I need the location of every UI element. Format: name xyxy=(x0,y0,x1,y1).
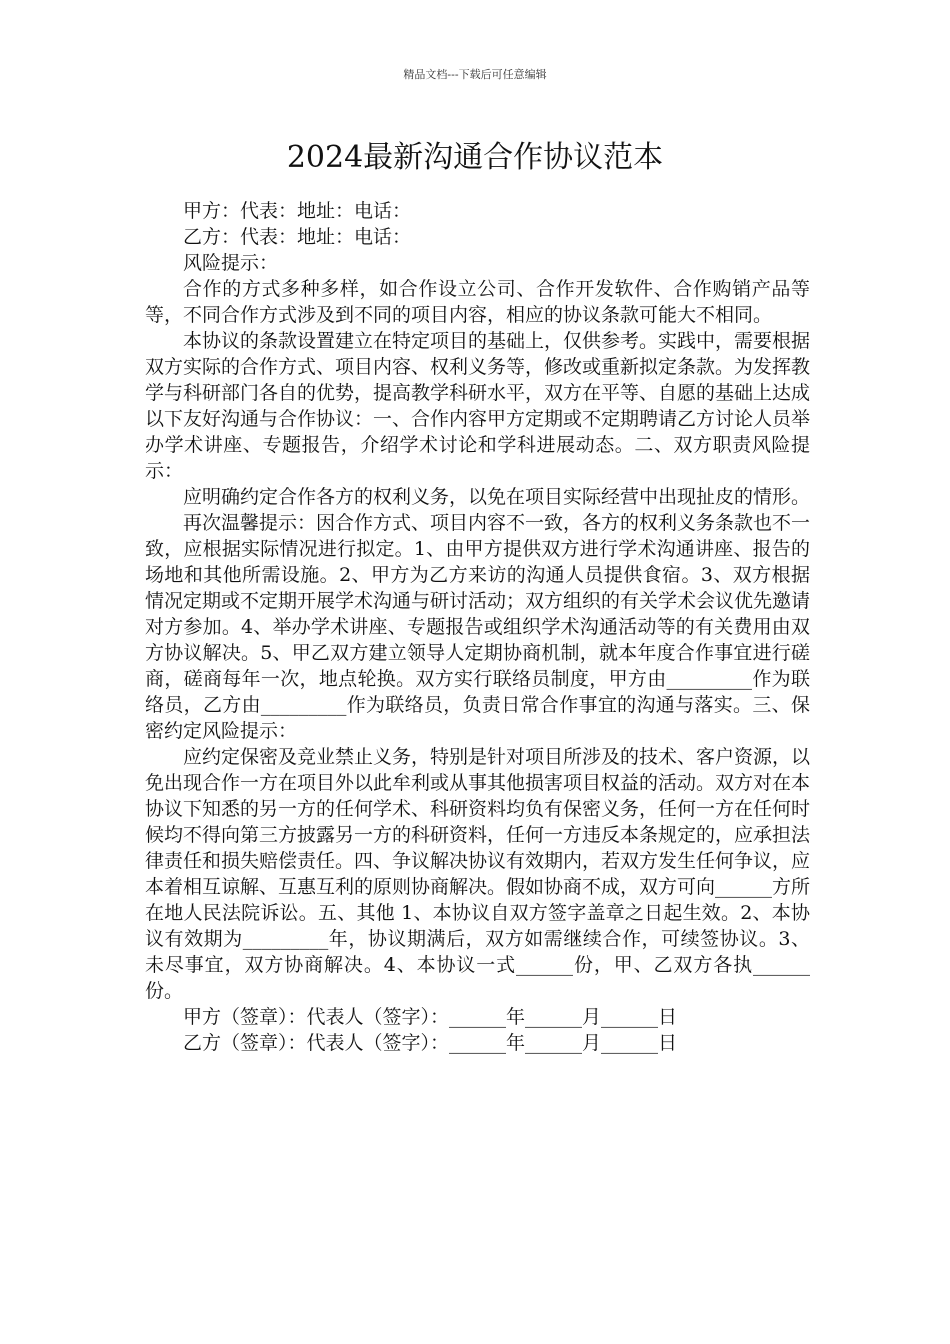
document-body xyxy=(145,198,810,1056)
risk-notice-heading: 风险提示： xyxy=(183,252,279,274)
signature-line-party-b: 乙方（签章）：代表人（签字）：______年______月______日 xyxy=(183,1032,678,1054)
paragraph-rights-obligations: 应明确约定合作各方的权利义务，以免在项目实际经营中出现扯皮的情形。 xyxy=(183,486,811,508)
paragraph-cooperation-forms: 合作的方式多种多样，如合作设立公司、合作开发软件、合作购销产品等等，不同合作方式涉及到不同的项目内容，相应的协议条款可能大不相同。 xyxy=(145,278,810,326)
party-a-line: 甲方：代表：地址：电话： xyxy=(183,200,412,222)
signature-line-party-a: 甲方（签章）：代表人（签字）：______年______月______日 xyxy=(183,1006,678,1028)
paragraph-responsibilities: 再次温馨提示：因合作方式、项目内容不一致，各方的权利义务条款也不一致，应根据实际情况进行拟定。1、由甲方提供双方进行学术沟通讲座、报告的场地和其他所需设施。2、甲方为乙方来访的沟通人员提供食宿。3、双方根据情况定期或不定期开展学术沟通与研讨活动；双方组织的有关学术会议优先邀请对方参加。4、举办学术讲座、专题报告或组织学术沟通活动等的有关费用由双方协议解决。5、甲乙双方建立领导人定期协商机制，就本年度合作事宜进行磋商，磋商每年一次，地点轮换。双方实行联络员制度，甲方由_________作为联络员，乙方由_________作为联络员，负责日常合作事宜的沟通与落实。三、保密约定风险提示： xyxy=(145,512,811,742)
party-b-line: 乙方：代表：地址：电话： xyxy=(183,226,412,248)
paragraph-agreement-basis: 本协议的条款设置建立在特定项目的基础上，仅供参考。实践中，需要根据双方实际的合作方式、项目内容、权利义务等，修改或重新拟定条款。为发挥教学与科研部门各自的优势，提高教学科研水平，双方在平等、自愿的基础上达成以下友好沟通与合作协议：一、合作内容甲方定期或不定期聘请乙方讨论人员举办学术讲座、专题报告，介绍学术讨论和学科进展动态。二、双方职责风险提示： xyxy=(145,330,811,482)
paragraph-confidentiality: 应约定保密及竞业禁止义务，特别是针对项目所涉及的技术、客户资源，以免出现合作一方在项目外以此牟利或从事其他损害项目权益的活动。双方对在本协议下知悉的另一方的任何学术、科研资料均负有保密义务，任何一方在任何时候均不得向第三方披露另一方的科研资料，任何一方违反本条规定的，应承担法律责任和损失赔偿责任。四、争议解决协议有效期内，若双方发生任何争议，应本着相互谅解、互惠互利的原则协商解决。假如协商不成，双方可向______方所在地人民法院诉讼。五、其他 1、本协议自双方签字盖章之日起生效。2、本协议有效期为_________年，协议期满后，双方如需继续合作，可续签协议。3、未尽事宜，双方协商解决。4、本协议一式______份，甲、乙双方各执______份。 xyxy=(145,746,811,1002)
header-note: 精品文档---下载后可任意编辑 xyxy=(403,68,547,81)
document-title: 2024最新沟通合作协议范本 xyxy=(286,140,664,175)
